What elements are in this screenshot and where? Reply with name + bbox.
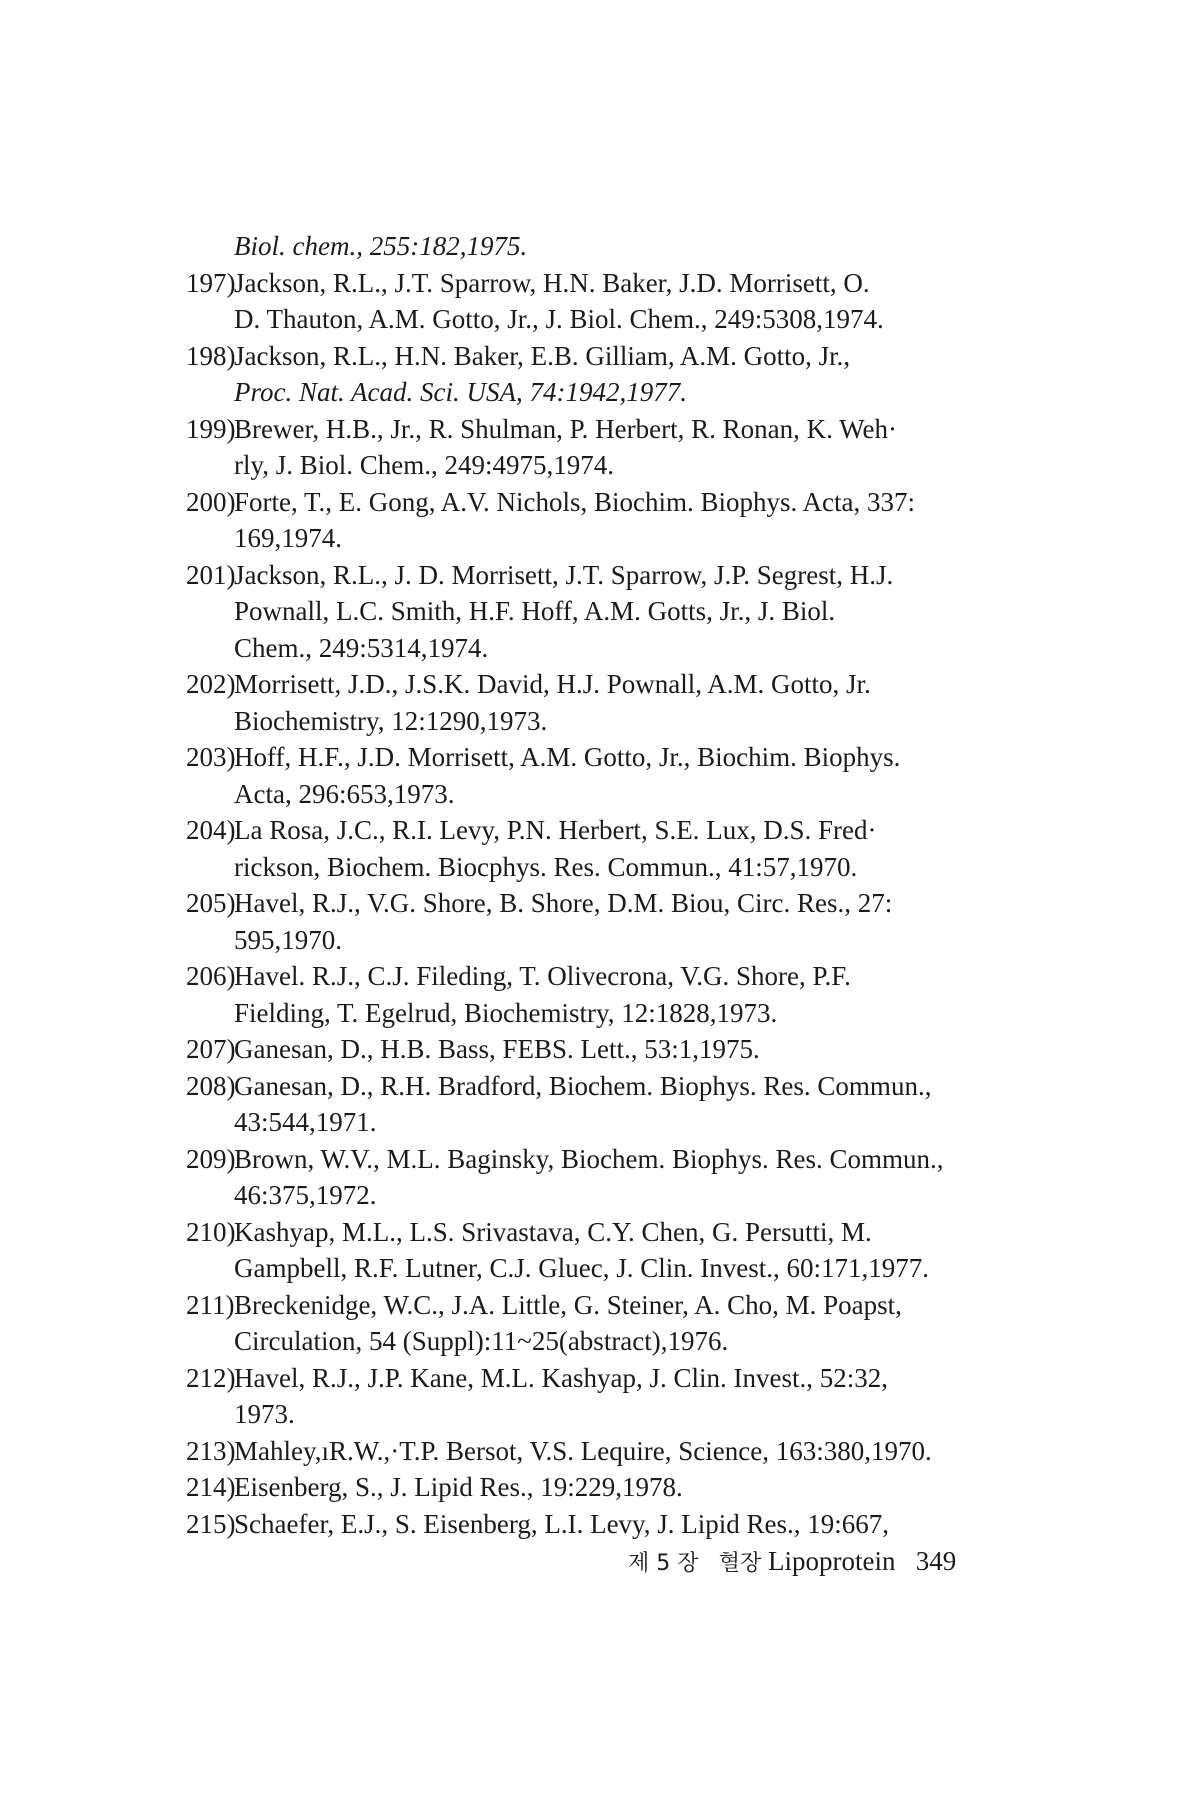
reference-text: Brown, W.V., M.L. Baginsky, Biochem. Biophys. Res. Commun., <box>234 1143 944 1174</box>
reference-continuation <box>186 1250 1006 1287</box>
reference-text: Morrisett, J.D., J.S.K. David, H.J. Pownall, A.M. Gotto, Jr. <box>234 669 871 699</box>
reference-item-199 <box>186 411 1006 448</box>
reference-item-197 <box>186 265 1006 302</box>
reference-text: Biol. chem., 255:182,1975. <box>234 231 528 261</box>
reference-text: Brewer, H.B., Jr., R. Shulman, P. Herbert, R. Ronan, K. Weh· <box>234 413 897 444</box>
reference-continuation <box>186 776 1006 813</box>
reference-number: 199) <box>186 413 236 444</box>
reference-item-211 <box>186 1287 1006 1324</box>
reference-continuation <box>186 1323 1006 1360</box>
reference-text: Eisenberg, S., J. Lipid Res., 19:229,1978. <box>234 1472 683 1502</box>
reference-number: 207) <box>186 1034 236 1064</box>
reference-item-201 <box>186 557 1006 594</box>
reference-text: Proc. Nat. Acad. Sci. USA, 74:1942,1977. <box>234 377 687 407</box>
reference-item-208 <box>186 1068 1006 1105</box>
section-label: 혈장 <box>718 1551 762 1576</box>
reference-item-206 <box>186 958 1006 995</box>
reference-text: 595,1970. <box>234 924 342 955</box>
reference-text: 43:544,1971. <box>234 1107 377 1137</box>
reference-continuation <box>186 374 1006 411</box>
reference-continuation <box>186 922 1006 959</box>
reference-text: rickson, Biochem. Biocphys. Res. Commun., 41:57,1970. <box>234 851 858 882</box>
reference-text: La Rosa, J.C., R.I. Levy, P.N. Herbert, S.E. Lux, D.S. Fred· <box>234 815 877 845</box>
reference-item-214 <box>186 1469 1006 1506</box>
reference-continuation <box>186 593 1006 630</box>
reference-text: Jackson, R.L., J.T. Sparrow, H.N. Baker, J.D. Morrisett, O. <box>234 267 870 298</box>
reference-continuation <box>186 520 1006 557</box>
reference-continuation <box>186 995 1006 1032</box>
reference-text: Havel, R.J., V.G. Shore, B. Shore, D.M. Biou, Circ. Res., 27: <box>234 888 893 918</box>
reference-item-203 <box>186 739 1006 776</box>
reference-text: Ganesan, D., R.H. Bradford, Biochem. Biophys. Res. Commun., <box>234 1070 932 1101</box>
reference-continuation <box>186 630 1006 667</box>
reference-continuation <box>186 849 1006 886</box>
reference-text: Circulation, 54 (Suppl):11~25(abstract),1976. <box>234 1326 729 1356</box>
reference-continuation <box>186 1396 1006 1433</box>
reference-text: Chem., 249:5314,1974. <box>234 632 489 663</box>
reference-item-215 <box>186 1506 1006 1543</box>
reference-continuation <box>186 228 1006 265</box>
reference-text: Havel, R.J., J.P. Kane, M.L. Kashyap, J. Clin. Invest., 52:32, <box>234 1362 888 1393</box>
reference-number: 206) <box>186 961 236 991</box>
reference-text: 46:375,1972. <box>234 1180 377 1210</box>
reference-continuation <box>186 1104 1006 1141</box>
reference-number: 209) <box>186 1143 236 1174</box>
reference-continuation <box>186 1177 1006 1214</box>
reference-item-213 <box>186 1433 1006 1470</box>
topic-label: Lipoprotein <box>768 1546 896 1576</box>
reference-continuation <box>186 447 1006 484</box>
reference-number: 204) <box>186 815 236 845</box>
reference-number: 197) <box>186 267 236 298</box>
reference-number: 215) <box>186 1508 236 1539</box>
reference-number: 214) <box>186 1472 236 1502</box>
reference-continuation <box>186 703 1006 740</box>
reference-text: Gampbell, R.F. Lutner, C.J. Gluec, J. Clin. Invest., 60:171,1977. <box>234 1253 929 1283</box>
reference-text: Schaefer, E.J., S. Eisenberg, L.I. Levy, J. Lipid Res., 19:667, <box>234 1508 890 1539</box>
reference-item-200 <box>186 484 1006 521</box>
reference-text: Kashyap, M.L., L.S. Srivastava, C.Y. Chen, G. Persutti, M. <box>234 1216 872 1247</box>
reference-text: Hoff, H.F., J.D. Morrisett, A.M. Gotto, Jr., Biochim. Biophys. <box>234 742 901 772</box>
reference-text: Biochemistry, 12:1290,1973. <box>234 705 548 736</box>
reference-text: Forte, T., E. Gong, A.V. Nichols, Biochim. Biophys. Acta, 337: <box>234 486 915 517</box>
reference-number: 201) <box>186 559 236 590</box>
reference-item-204 <box>186 812 1006 849</box>
reference-text: Havel. R.J., C.J. Fileding, T. Olivecrona, V.G. Shore, P.F. <box>234 961 851 991</box>
page-footer <box>628 1546 956 1577</box>
reference-continuation <box>186 301 1006 338</box>
reference-text: 169,1974. <box>234 523 342 553</box>
reference-number: 213) <box>186 1435 236 1466</box>
reference-text: Mahley,ıR.W.,·T.P. Bersot, V.S. Lequire, Science, 163:380,1970. <box>234 1435 932 1466</box>
reference-text: Breckenidge, W.C., J.A. Little, G. Steiner, A. Cho, M. Poapst, <box>234 1289 902 1320</box>
reference-number: 205) <box>186 888 236 918</box>
reference-item-209 <box>186 1141 1006 1178</box>
reference-text: Pownall, L.C. Smith, H.F. Hoff, A.M. Gotts, Jr., J. Biol. <box>234 596 836 626</box>
reference-list <box>186 228 1006 1542</box>
reference-text: Jackson, R.L., J. D. Morrisett, J.T. Sparrow, J.P. Segrest, H.J. <box>234 559 894 590</box>
reference-text: 1973. <box>234 1399 295 1429</box>
reference-number: 202) <box>186 669 236 699</box>
reference-item-207 <box>186 1031 1006 1068</box>
reference-text: Fielding, T. Egelrud, Biochemistry, 12:1828,1973. <box>234 997 778 1028</box>
reference-text: Acta, 296:653,1973. <box>234 778 455 809</box>
reference-number: 208) <box>186 1070 236 1101</box>
chapter-label: 제 5 장 <box>628 1551 699 1576</box>
page-number: 349 <box>915 1546 957 1576</box>
reference-number: 200) <box>186 486 236 517</box>
reference-number: 198) <box>186 340 236 371</box>
reference-number: 203) <box>186 742 236 772</box>
reference-item-210 <box>186 1214 1006 1251</box>
reference-number: 210) <box>186 1216 236 1247</box>
reference-number: 211) <box>186 1289 235 1320</box>
reference-item-198 <box>186 338 1006 375</box>
reference-number: 212) <box>186 1362 236 1393</box>
reference-item-202 <box>186 666 1006 703</box>
reference-text: D. Thauton, A.M. Gotto, Jr., J. Biol. Chem., 249:5308,1974. <box>234 304 884 334</box>
reference-item-212 <box>186 1360 1006 1397</box>
reference-item-205 <box>186 885 1006 922</box>
reference-text: Jackson, R.L., H.N. Baker, E.B. Gilliam, A.M. Gotto, Jr., <box>234 340 851 371</box>
reference-text: Ganesan, D., H.B. Bass, FEBS. Lett., 53:1,1975. <box>234 1034 760 1064</box>
reference-text: rly, J. Biol. Chem., 249:4975,1974. <box>234 450 615 480</box>
